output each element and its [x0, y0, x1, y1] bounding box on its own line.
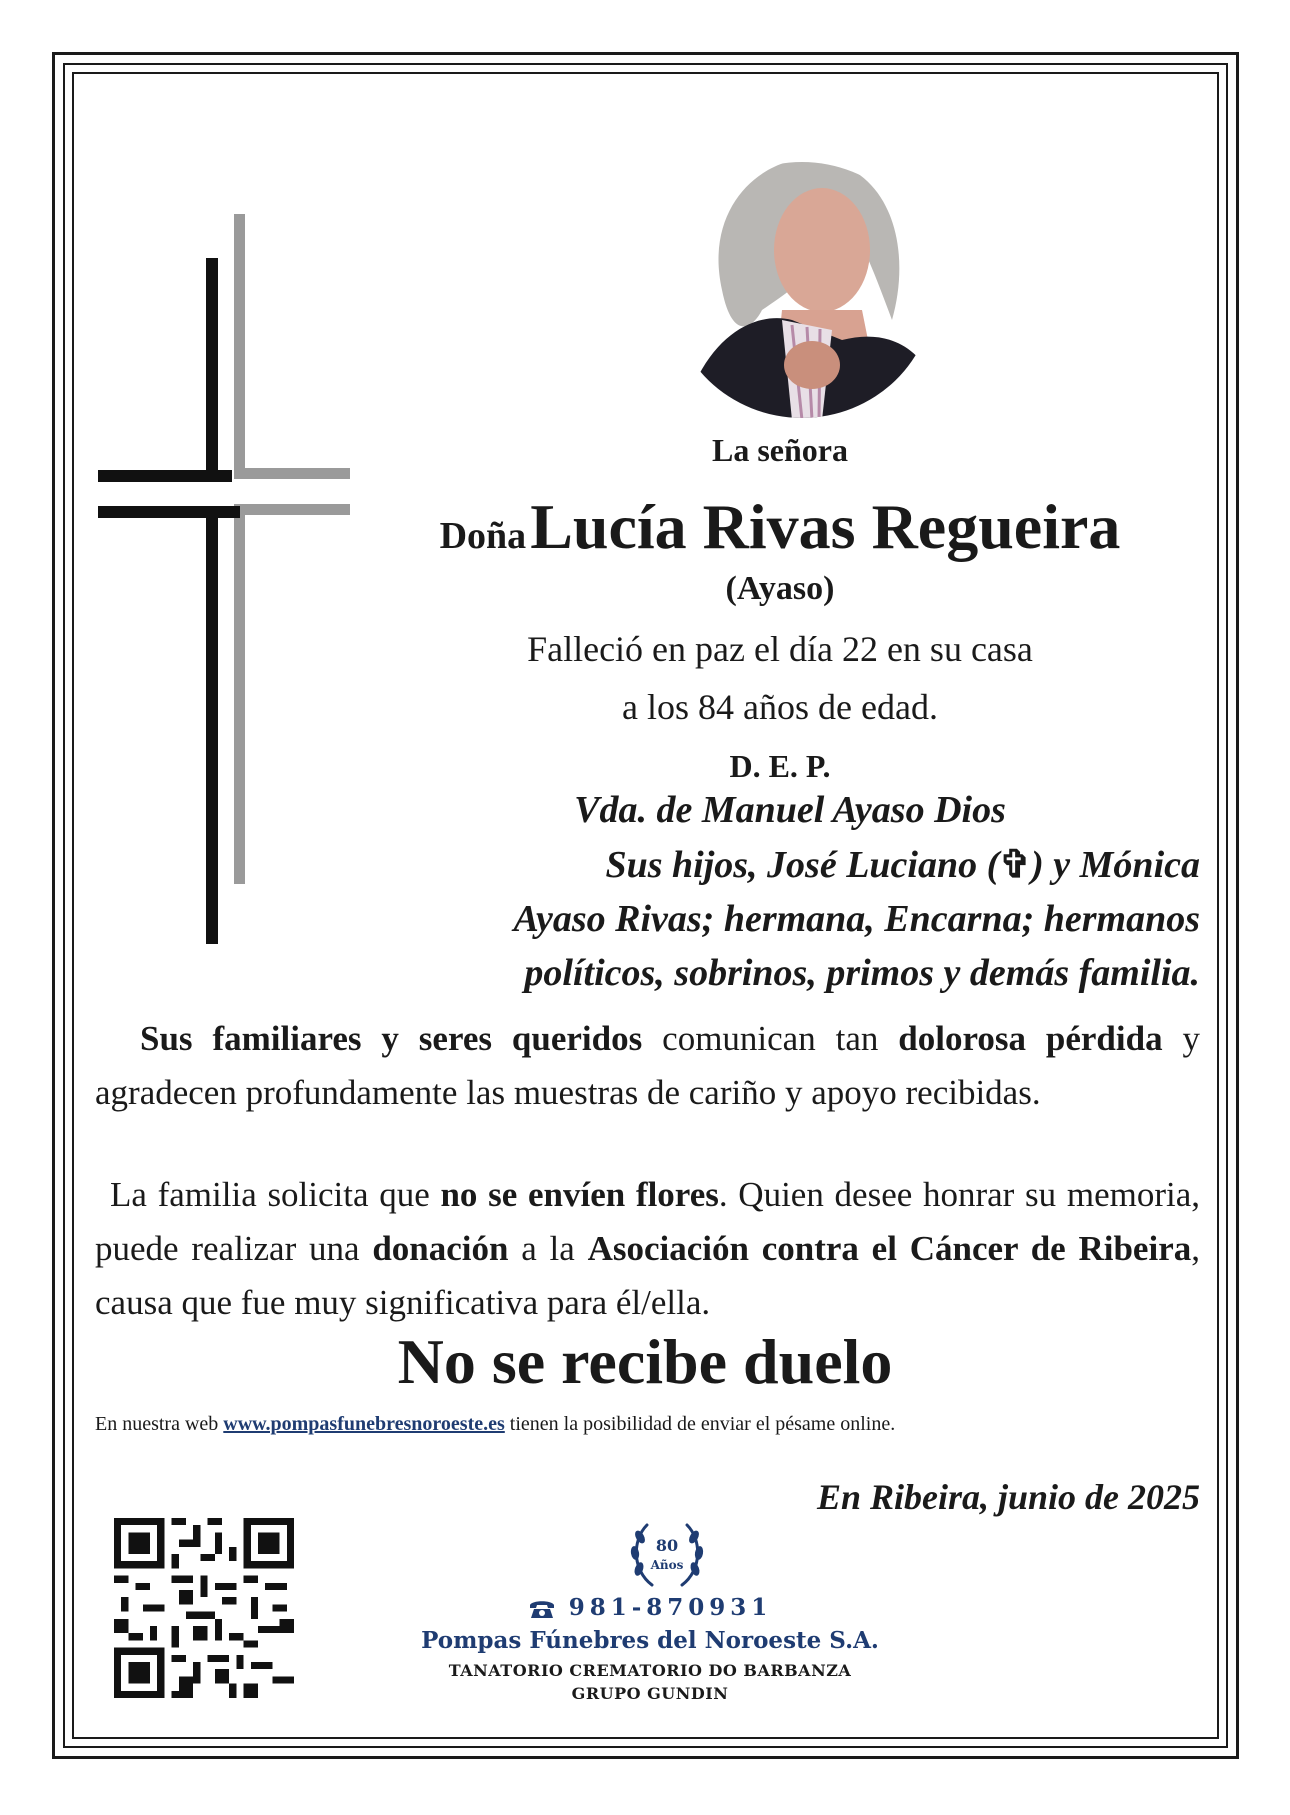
website-link[interactable]: www.pompasfunebresnoroeste.es: [223, 1413, 505, 1435]
cross-icon: [98, 214, 350, 944]
badge-number: 80: [655, 1536, 679, 1555]
p1-text-2: y agradecen profundamente las muestras de cariño y apoyo recibidas.: [95, 1019, 1200, 1112]
deceased-alias: (Ayaso): [725, 570, 835, 607]
family-line-3: políticos, sobrinos, primos y demás familia.: [524, 952, 1200, 994]
death-line-1: Falleció en paz el día 22 en su casa: [527, 629, 1033, 669]
web-note: [95, 1413, 895, 1436]
deceased-name-line: [360, 490, 1200, 564]
portrait-photo: [662, 140, 942, 420]
message-paragraph-2: [95, 1168, 1200, 1330]
dep-label: D. E. P.: [729, 748, 831, 784]
web-prefix: En nuestra web: [95, 1413, 224, 1435]
family-list: [360, 838, 1200, 1000]
message-paragraph-1: [95, 1012, 1200, 1120]
company-group: GRUPO GUNDIN: [571, 1684, 729, 1703]
no-duelo-heading: No se recibe duelo: [397, 1326, 893, 1397]
p2-text-4: , causa que fue muy significativa para él/ella.: [95, 1229, 1200, 1322]
salutation: La señora: [712, 432, 848, 468]
laurel-badge: [622, 1515, 712, 1595]
death-line-2: a los 84 años de edad.: [622, 687, 938, 727]
web-suffix: tienen la posibilidad de enviar el pésame online.: [504, 1413, 896, 1435]
qr-code[interactable]: [114, 1518, 294, 1698]
place-date: En Ribeira, junio de 2025: [816, 1477, 1200, 1517]
p2-text-3: a la: [508, 1229, 588, 1268]
p2-bold-1: no se envíen flores: [440, 1175, 719, 1214]
badge-word: Años: [650, 1558, 684, 1572]
deceased-cross-icon: ✞: [999, 844, 1032, 886]
company-name: Pompas Fúnebres del Noroeste S.A.: [421, 1627, 879, 1654]
name-prefix: Doña: [439, 515, 527, 557]
family-line-1: [360, 838, 1200, 892]
company-tanatorio: TANATORIO CREMATORIO DO BARBANZA: [448, 1661, 852, 1680]
family-line-2: Ayaso Rivas; hermana, Encarna; hermanos: [513, 898, 1200, 940]
family-line-1b: ) y Mónica: [1031, 844, 1200, 886]
deceased-name: Lucía Rivas Regueira: [530, 491, 1121, 562]
family-line-1a: Sus hijos, José Luciano (: [605, 844, 1000, 886]
phone-line[interactable]: [420, 1594, 880, 1621]
p1-bold-2: dolorosa pérdida: [898, 1019, 1163, 1058]
p1-text-1: comunican tan: [642, 1019, 899, 1058]
widow-of: Vda. de Manuel Ayaso Dios: [574, 789, 1006, 831]
phone-icon: [528, 1599, 556, 1619]
p2-text-1: La familia solicita que: [110, 1175, 441, 1214]
p2-text-2: . Quien desee honrar su memoria, puede realizar una: [95, 1175, 1200, 1268]
p2-bold-3: Asociación contra el Cáncer de Ribeira: [587, 1229, 1192, 1268]
p1-bold-1: Sus familiares y seres queridos: [140, 1019, 643, 1058]
p2-bold-2: donación: [372, 1229, 509, 1268]
phone-number: 981-870931: [568, 1594, 773, 1621]
death-notice: [360, 620, 1200, 736]
